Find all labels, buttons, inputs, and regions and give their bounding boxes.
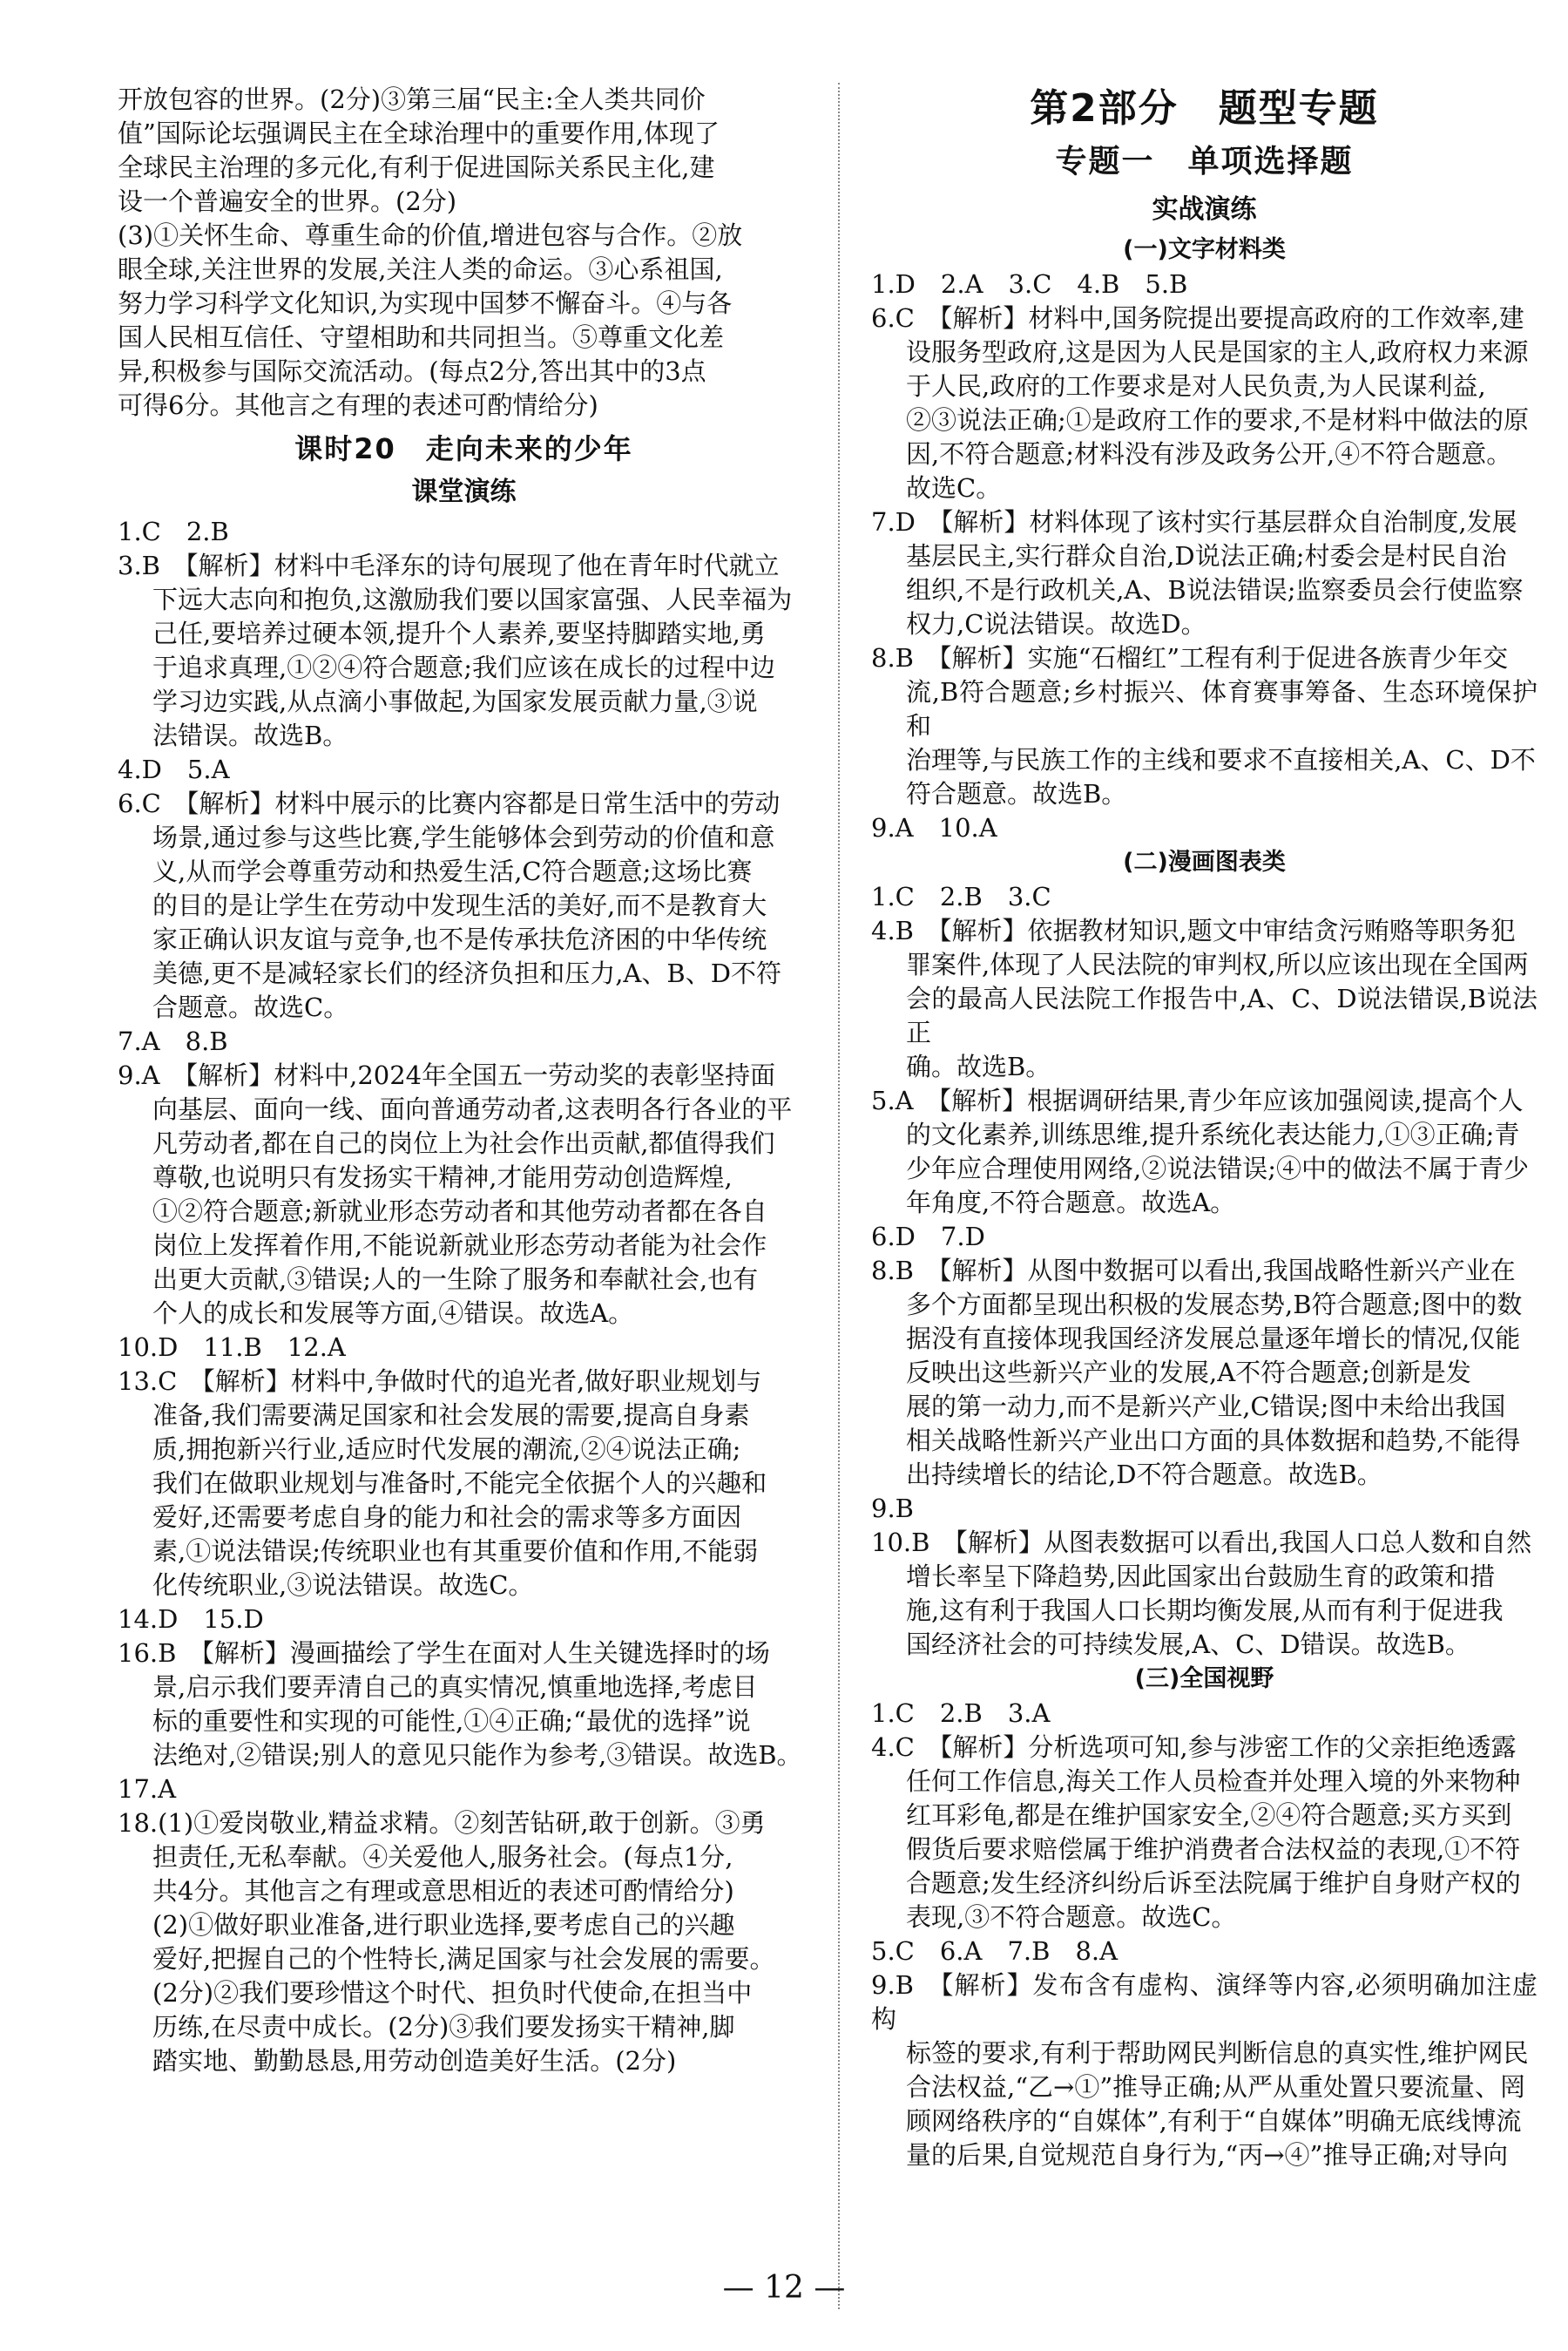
answer-item bbox=[871, 1526, 1538, 1662]
answer-line: 爱好,还需要考虑自身的能力和社会的需求等多方面因 bbox=[152, 1502, 742, 1532]
answer-line: 下远大志向和抱负,这激励我们要以国家富强、人民幸福为 bbox=[152, 585, 793, 614]
answer-line: 化传统职业,③说法错误。故选C。 bbox=[152, 1570, 534, 1600]
answer-line: 出更大贡献,③错误;人的一生除了服务和奉献社会,也有 bbox=[152, 1264, 759, 1294]
answer-line: 10.D 11.B 12.A bbox=[118, 1332, 346, 1362]
answer-line: 9.B 【解析】发布含有虚构、演绎等内容,必须明确加注虚构 bbox=[871, 1970, 1538, 2034]
left-intro-block bbox=[118, 83, 810, 423]
answer-line: 4.D 5.A bbox=[118, 755, 230, 784]
answer-line: 出持续增长的结论,D不符合题意。故选B。 bbox=[906, 1460, 1382, 1489]
answer-item bbox=[871, 268, 1538, 301]
intro-line: 可得6分。其他言之有理的表述可酌情给分) bbox=[118, 390, 598, 420]
answer-line: 的目的是让学生在劳动中发现生活的美好,而不是教育大 bbox=[152, 891, 767, 920]
right-column bbox=[871, 83, 1538, 2172]
part-title: 第2部分 题型专题 bbox=[1030, 86, 1379, 131]
answer-line: 8.B 【解析】实施“石榴红”工程有利于促进各族青少年交 bbox=[871, 643, 1509, 673]
answer-line: 的文化素养,训练思维,提升系统化表达能力,①③正确;青 bbox=[906, 1120, 1520, 1149]
answer-item bbox=[118, 1365, 810, 1602]
practice-title: 实战演练 bbox=[1152, 194, 1257, 225]
intro-line: 异,积极参与国际交流活动。(每点2分,答出其中的3点 bbox=[118, 356, 706, 386]
answer-line: 标签的要求,有利于帮助网民判断信息的真实性,维护网民 bbox=[906, 2038, 1529, 2068]
intro-line: 设一个普遍安全的世界。(2分) bbox=[118, 186, 457, 216]
answer-line: 顾网络秩序的“自媒体”,有利于“自媒体”明确无底线博流 bbox=[906, 2106, 1522, 2136]
answer-line: 多个方面都呈现出积极的发展态势,B符合题意;图中的数 bbox=[906, 1290, 1523, 1319]
topic-title: 专题一 单项选择题 bbox=[1055, 144, 1354, 180]
answer-line: 6.C 【解析】材料中,国务院提出要提高政府的工作效率,建 bbox=[871, 303, 1524, 333]
answer-line: 14.D 15.D bbox=[118, 1604, 264, 1634]
answer-line: 组织,不是行政机关,A、B说法错误;监察委员会行使监察 bbox=[906, 575, 1524, 605]
answer-line: 场景,通过参与这些比赛,学生能够体会到劳动的价值和意 bbox=[152, 823, 775, 852]
answer-line: 法绝对,②错误;别人的意见只能作为参考,③错误。故选B。 bbox=[152, 1740, 802, 1770]
answer-item bbox=[871, 1492, 1538, 1526]
section-heading: (三)全国视野 bbox=[1134, 1665, 1274, 1692]
page-number: — 12 — bbox=[722, 2270, 846, 2306]
answer-line: 治理等,与民族工作的主线和要求不直接相关,A、C、D不 bbox=[906, 745, 1536, 775]
answer-line: 4.C 【解析】分析选项可知,参与涉密工作的父亲拒绝透露 bbox=[871, 1732, 1517, 1762]
answer-line: 年角度,不符合题意。故选A。 bbox=[906, 1188, 1236, 1217]
answer-line: 16.B 【解析】漫画描绘了学生在面对人生关键选择时的场 bbox=[118, 1638, 770, 1668]
answer-line: 罪案件,体现了人民法院的审判权,所以应该出现在全国两 bbox=[906, 950, 1529, 979]
answer-line: 合题意。故选C。 bbox=[152, 993, 349, 1022]
answer-line: 施,这有利于我国人口长期均衡发展,从而有利于促进我 bbox=[906, 1596, 1504, 1625]
answer-line: 13.C 【解析】材料中,争做时代的追光者,做好职业规划与 bbox=[118, 1366, 762, 1396]
answer-line: ②③说法正确;①是政府工作的要求,不是材料中做法的原 bbox=[906, 405, 1529, 435]
answer-item bbox=[871, 1731, 1538, 1934]
answer-line: 设服务型政府,这是因为人民是国家的主人,政府权力来源 bbox=[906, 337, 1529, 367]
intro-line: 开放包容的世界。(2分)③第三届“民主:全人类共同价 bbox=[118, 85, 706, 114]
answer-item bbox=[871, 505, 1538, 641]
answer-item bbox=[871, 1697, 1538, 1731]
section-heading: (一)文字材料类 bbox=[1123, 236, 1286, 263]
answer-line: 担责任,无私奉献。④关爱他人,服务社会。(每点1分, bbox=[152, 1842, 733, 1872]
answer-line: 共4分。其他言之有理或意思相近的表述可酌情给分) bbox=[152, 1876, 734, 1906]
answer-line: 18.(1)①爱岗敬业,精益求精。②刻苦钻研,敢于创新。③勇 bbox=[118, 1808, 766, 1838]
answer-item bbox=[871, 811, 1538, 845]
answer-line: 9.B bbox=[871, 1494, 914, 1523]
answer-line: 符合题意。故选B。 bbox=[906, 779, 1127, 809]
answer-line: 素,①说法错误;传统职业也有其重要价值和作用,不能弱 bbox=[152, 1536, 759, 1566]
answer-item bbox=[118, 1806, 810, 2078]
answer-item bbox=[118, 1636, 810, 1772]
answer-item bbox=[871, 641, 1538, 811]
intro-line: 国人民相互信任、守望相助和共同担当。⑤尊重文化差 bbox=[118, 322, 725, 352]
answer-line: 6.D 7.D bbox=[871, 1222, 985, 1251]
left-answer-list bbox=[118, 515, 810, 2078]
intro-line: 眼全球,关注世界的发展,关注人类的命运。③心系祖国, bbox=[118, 254, 723, 284]
answer-line: 标的重要性和实现的可能性,①④正确;“最优的选择”说 bbox=[152, 1706, 751, 1736]
answer-line: 于人民,政府的工作要求是对人民负责,为人民谋利益, bbox=[906, 371, 1486, 401]
answer-line: 9.A 10.A bbox=[871, 813, 997, 843]
answer-line: 景,启示我们要弄清自己的真实情况,慎重地选择,考虑目 bbox=[152, 1672, 758, 1702]
intro-line: (3)①关怀生命、尊重生命的价值,增进包容与合作。②放 bbox=[118, 220, 743, 250]
answer-line: 展的第一动力,而不是新兴产业,C错误;图中未给出我国 bbox=[906, 1392, 1506, 1421]
answer-line: 相关战略性新兴产业出口方面的具体数据和趋势,不能得 bbox=[906, 1426, 1521, 1455]
answer-line: 少年应合理使用网络,②说法错误;④中的做法不属于青少 bbox=[906, 1154, 1529, 1183]
answer-line: 6.C 【解析】材料中展示的比赛内容都是日常生活中的劳动 bbox=[118, 789, 781, 818]
answer-item bbox=[118, 787, 810, 1025]
section-heading: (二)漫画图表类 bbox=[1123, 849, 1286, 876]
answer-line: 准备,我们需要满足国家和社会发展的需要,提高自身素 bbox=[152, 1400, 750, 1430]
answer-line: 己任,要培养过硬本领,提升个人素养,要坚持脚踏实地,勇 bbox=[152, 619, 766, 648]
answer-item bbox=[118, 549, 810, 753]
answer-line: 尊敬,也说明只有发扬实干精神,才能用劳动创造辉煌, bbox=[152, 1162, 733, 1192]
answer-item bbox=[118, 1602, 810, 1636]
answer-item bbox=[118, 1059, 810, 1331]
answer-line: 于追求真理,①②④符合题意;我们应该在成长的过程中边 bbox=[152, 653, 775, 682]
answer-line: 确。故选B。 bbox=[906, 1052, 1051, 1081]
answer-line: 美德,更不是减轻家长们的经济负担和压力,A、B、D不符 bbox=[152, 959, 781, 988]
answer-line: 红耳彩龟,都是在维护国家安全,②④符合题意;买方买到 bbox=[906, 1800, 1512, 1830]
answer-line: 向基层、面向一线、面向普通劳动者,这表明各行各业的平 bbox=[152, 1094, 793, 1124]
answer-line: 流,B符合题意;乡村振兴、体育赛事筹备、生态环境保护和 bbox=[906, 677, 1538, 741]
left-column bbox=[118, 83, 810, 2078]
answer-item bbox=[118, 515, 810, 549]
answer-line: 基层民主,实行群众自治,D说法正确;村委会是村民自治 bbox=[906, 541, 1507, 571]
answer-line: 质,拥抱新兴行业,适应时代发展的潮流,②④说法正确; bbox=[152, 1434, 741, 1464]
answer-item bbox=[871, 1934, 1538, 1968]
answer-line: 增长率呈下降趋势,因此国家出台鼓励生育的政策和措 bbox=[906, 1562, 1496, 1591]
answer-line: 4.B 【解析】依据教材知识,题文中审结贪污贿赂等职务犯 bbox=[871, 916, 1516, 945]
intro-line: 努力学习科学文化知识,为实现中国梦不懈奋斗。④与各 bbox=[118, 288, 733, 318]
right-sections bbox=[871, 233, 1538, 2172]
answer-line: 反映出这些新兴产业的发展,A不符合题意;创新是发 bbox=[906, 1358, 1471, 1387]
lesson-title: 课时20 走向未来的少年 bbox=[294, 432, 633, 465]
answer-item bbox=[118, 1331, 810, 1365]
answer-line: 历练,在尽责中成长。(2分)③我们要发扬实干精神,脚 bbox=[152, 2012, 735, 2042]
intro-line: 值”国际论坛强调民主在全球治理中的重要作用,体现了 bbox=[118, 119, 720, 148]
answer-line: 10.B 【解析】从图表数据可以看出,我国人口总人数和自然 bbox=[871, 1528, 1532, 1557]
answer-line: 学习边实践,从点滴小事做起,为国家发展贡献力量,③说 bbox=[152, 687, 758, 716]
answer-line: 17.A bbox=[118, 1774, 177, 1804]
answer-line: 任何工作信息,海关工作人员检查并处理入境的外来物种 bbox=[906, 1766, 1521, 1796]
intro-line: 全球民主治理的多元化,有利于促进国际关系民主化,建 bbox=[118, 152, 715, 182]
answer-item bbox=[871, 1968, 1538, 2172]
answer-line: 5.A 【解析】根据调研结果,青少年应该加强阅读,提高个人 bbox=[871, 1086, 1524, 1115]
answer-line: 合法权益,“乙→①”推导正确;从严从重处置只要流量、罔 bbox=[906, 2072, 1525, 2102]
answer-line: 凡劳动者,都在自己的岗位上为社会作出贡献,都值得我们 bbox=[152, 1128, 775, 1158]
answer-item bbox=[118, 1025, 810, 1059]
answer-line: 岗位上发挥着作用,不能说新就业形态劳动者能为社会作 bbox=[152, 1230, 767, 1260]
answer-line: 8.B 【解析】从图中数据可以看出,我国战略性新兴产业在 bbox=[871, 1256, 1516, 1285]
answer-line: (2)①做好职业准备,进行职业选择,要考虑自己的兴趣 bbox=[152, 1910, 735, 1940]
answer-line: 假货后要求赔偿属于维护消费者合法权益的表现,①不符 bbox=[906, 1834, 1521, 1864]
answer-line: 家正确认识友谊与竞争,也不是传承扶危济困的中华传统 bbox=[152, 925, 767, 954]
answer-line: 1.C 2.B bbox=[118, 517, 229, 546]
answer-line: 7.A 8.B bbox=[118, 1026, 228, 1056]
answer-line: 7.D 【解析】材料体现了该村实行基层群众自治制度,发展 bbox=[871, 507, 1517, 537]
answer-item bbox=[118, 1772, 810, 1806]
answer-line: (2分)②我们要珍惜这个时代、担负时代使命,在担当中 bbox=[152, 1978, 753, 2008]
left-section-title: 课堂演练 bbox=[411, 477, 517, 507]
answer-item bbox=[871, 880, 1538, 914]
column-divider bbox=[838, 83, 840, 2309]
answer-line: 我们在做职业规划与准备时,不能完全依据个人的兴趣和 bbox=[152, 1468, 767, 1498]
answer-line: 据没有直接体现我国经济发展总量逐年增长的情况,仅能 bbox=[906, 1324, 1521, 1353]
answer-line: 5.C 6.A 7.B 8.A bbox=[871, 1936, 1119, 1966]
answer-item bbox=[871, 1084, 1538, 1220]
answer-line: 踏实地、勤勤恳恳,用劳动创造美好生活。(2分) bbox=[152, 2046, 677, 2076]
answer-line: 1.C 2.B 3.C bbox=[871, 882, 1051, 911]
answer-line: 量的后果,自觉规范自身行为,“丙→④”推导正确;对导向 bbox=[906, 2140, 1509, 2170]
answer-line: 1.D 2.A 3.C 4.B 5.B bbox=[871, 269, 1188, 299]
answer-line: 会的最高人民法院工作报告中,A、C、D说法错误,B说法正 bbox=[906, 984, 1538, 1047]
answer-item bbox=[871, 1220, 1538, 1254]
answer-line: 3.B 【解析】材料中毛泽东的诗句展现了他在青年时代就立 bbox=[118, 551, 780, 580]
answer-line: 权力,C说法错误。故选D。 bbox=[906, 609, 1206, 639]
answer-line: 9.A 【解析】材料中,2024年全国五一劳动奖的表彰坚持面 bbox=[118, 1060, 776, 1090]
answer-line: ①②符合题意;新就业形态劳动者和其他劳动者都在各自 bbox=[152, 1196, 767, 1226]
answer-item bbox=[871, 301, 1538, 505]
answer-item bbox=[871, 914, 1538, 1084]
answer-line: 法错误。故选B。 bbox=[152, 721, 348, 750]
answer-line: 国经济社会的可持续发展,A、C、D错误。故选B。 bbox=[906, 1629, 1470, 1659]
answer-line: 故选C。 bbox=[906, 473, 1002, 503]
answer-line: 个人的成长和发展等方面,④错误。故选A。 bbox=[152, 1298, 634, 1328]
answer-item bbox=[118, 753, 810, 787]
answer-line: 1.C 2.B 3.A bbox=[871, 1698, 1051, 1728]
answer-line: 表现,③不符合题意。故选C。 bbox=[906, 1902, 1237, 1932]
answer-line: 义,从而学会尊重劳动和热爱生活,C符合题意;这场比赛 bbox=[152, 857, 753, 886]
answer-line: 因,不符合题意;材料没有涉及政务公开,④不符合题意。 bbox=[906, 439, 1512, 469]
answer-item bbox=[871, 1254, 1538, 1492]
answer-line: 合题意;发生经济纠纷后诉至法院属于维护自身财产权的 bbox=[906, 1868, 1521, 1898]
answer-line: 爱好,把握自己的个性特长,满足国家与社会发展的需要。 bbox=[152, 1944, 775, 1974]
